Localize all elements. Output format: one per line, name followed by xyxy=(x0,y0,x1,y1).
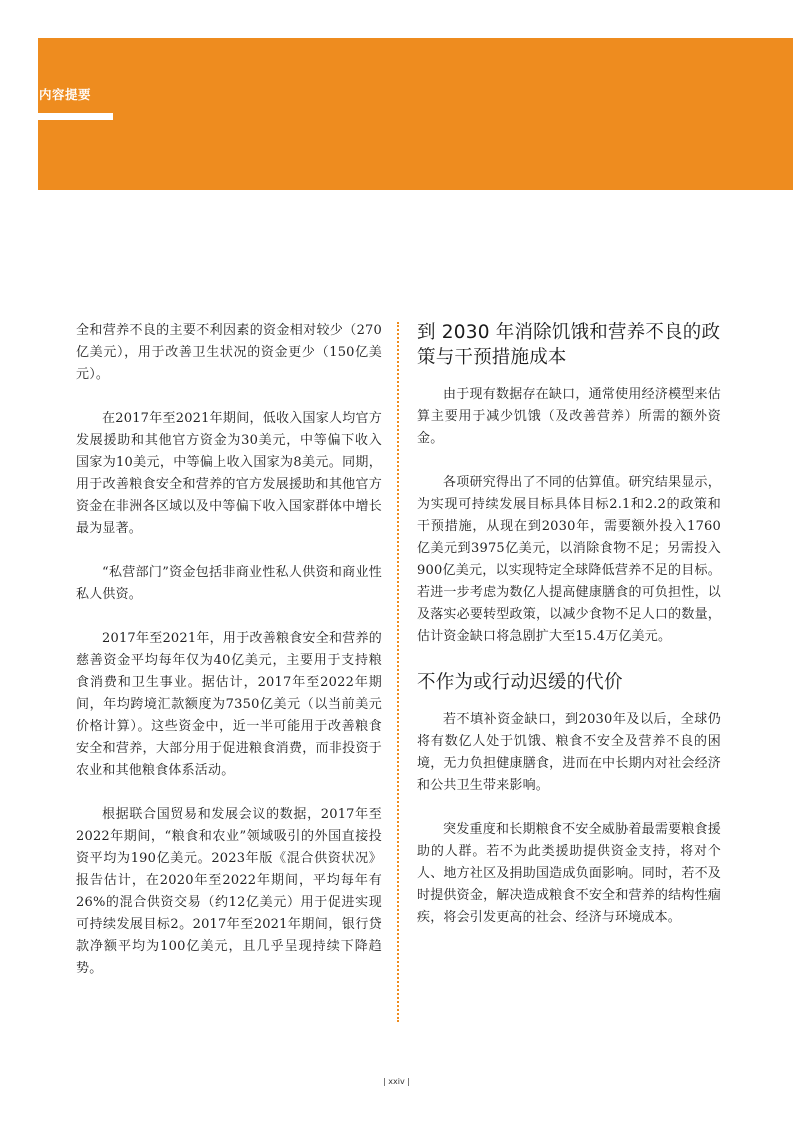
heading-cost-of-inaction: 不作为或行动迟缓的代价 xyxy=(417,672,623,693)
paragraph-data-gaps: 由于现有数据存在缺口，通常使用经济模型来估算主要用于减少饥饿（及改善营养）所需的额外资金。 xyxy=(417,387,721,446)
page-number: | xxiv | xyxy=(383,1077,410,1086)
paragraph-private-sector: “私营部门”资金包括非商业性私人供资和商业性私人供资。 xyxy=(76,565,382,602)
left-column xyxy=(76,320,382,1002)
paragraph-funding-gap: 若不填补资金缺口，到2030年及以后，全球仍将有数亿人处于饥饿、粮食不安全及营养不良的困境，无力负担健康膳食，进而在中长期内对社会经济和公共卫生带来影响。 xyxy=(417,712,721,793)
paragraph-continued: 全和营养不良的主要不利因素的资金相对较少（270亿美元），用于改善卫生状况的资金更少（150亿美元）。 xyxy=(76,323,382,382)
title-underline-bar xyxy=(38,113,113,120)
paragraph-estimates: 各项研究得出了不同的估算值。研究结果显示，为实现可持续发展目标具体目标2.1和2.2的政策和干预措施，从现在到2030年，需要额外投入1760亿美元到3975亿美元，以消除食物不足；另需投入900亿美元，以实现特定全球降低营养不足的目标。若进一步考虑为数亿人提高健康膳食的可负担性，以及落实必要转型政策，以减少食物不足人口的数量，估计资金缺口将急剧扩大至15.4万亿美元。 xyxy=(417,475,721,644)
paragraph-food-insecurity-threat: 突发重度和长期粮食不安全威胁着最需要粮食援助的人群。若不为此类援助提供资金支持，将对个人、地方社区及捐助国造成负面影响。同时，若不及时提供资金，解决造成粮食不安全和营养的结构性痼疾，将会引发更高的社会、经济与环境成本。 xyxy=(417,822,721,925)
header-banner xyxy=(38,38,793,190)
paragraph-philanthropy-remittances: 2017年至2021年，用于改善粮食安全和营养的慈善资金平均每年仅为40亿美元，主要用于支持粮食消费和卫生事业。据估计，2017年至2022年期间，年均跨境汇款额度为7350亿美元（以当前美元价格计算）。这些资金中，近一半可能用于改善粮食安全和营养，大部分用于促进粮食消费，而非投资于农业和其他粮食体系活动。 xyxy=(76,631,382,778)
right-column xyxy=(417,320,721,951)
column-divider xyxy=(397,322,399,1022)
paragraph-fdi-blended-finance: 根据联合国贸易和发展会议的数据，2017年至2022年期间，“粮食和农业”领域吸引的外国直接投资平均为190亿美元。2023年版《混合供资状况》报告估计，在2020年至2022年期间，平均每年有26%的混合供资交易（约12亿美元）用于促进实现可持续发展目标2。2017年至2021年期间，银行贷款净额平均为100亿美元，且几乎呈现持续下降趋势。 xyxy=(76,807,382,976)
paragraph-oda-per-capita: 在2017年至2021年期间，低收入国家人均官方发展援助和其他官方资金为30美元，中等偏下收入国家为10美元，中等偏上收入国家为8美元。同期，用于改善粮食安全和营养的官方发展援助和其他官方资金在非洲各区域以及中等偏下收入国家群体中增长最为显著。 xyxy=(76,411,382,536)
section-title: 内容提要 xyxy=(39,87,92,102)
heading-cost-of-ending-hunger: 到 2030 年消除饥饿和营养不良的政策与干预措施成本 xyxy=(417,322,721,368)
